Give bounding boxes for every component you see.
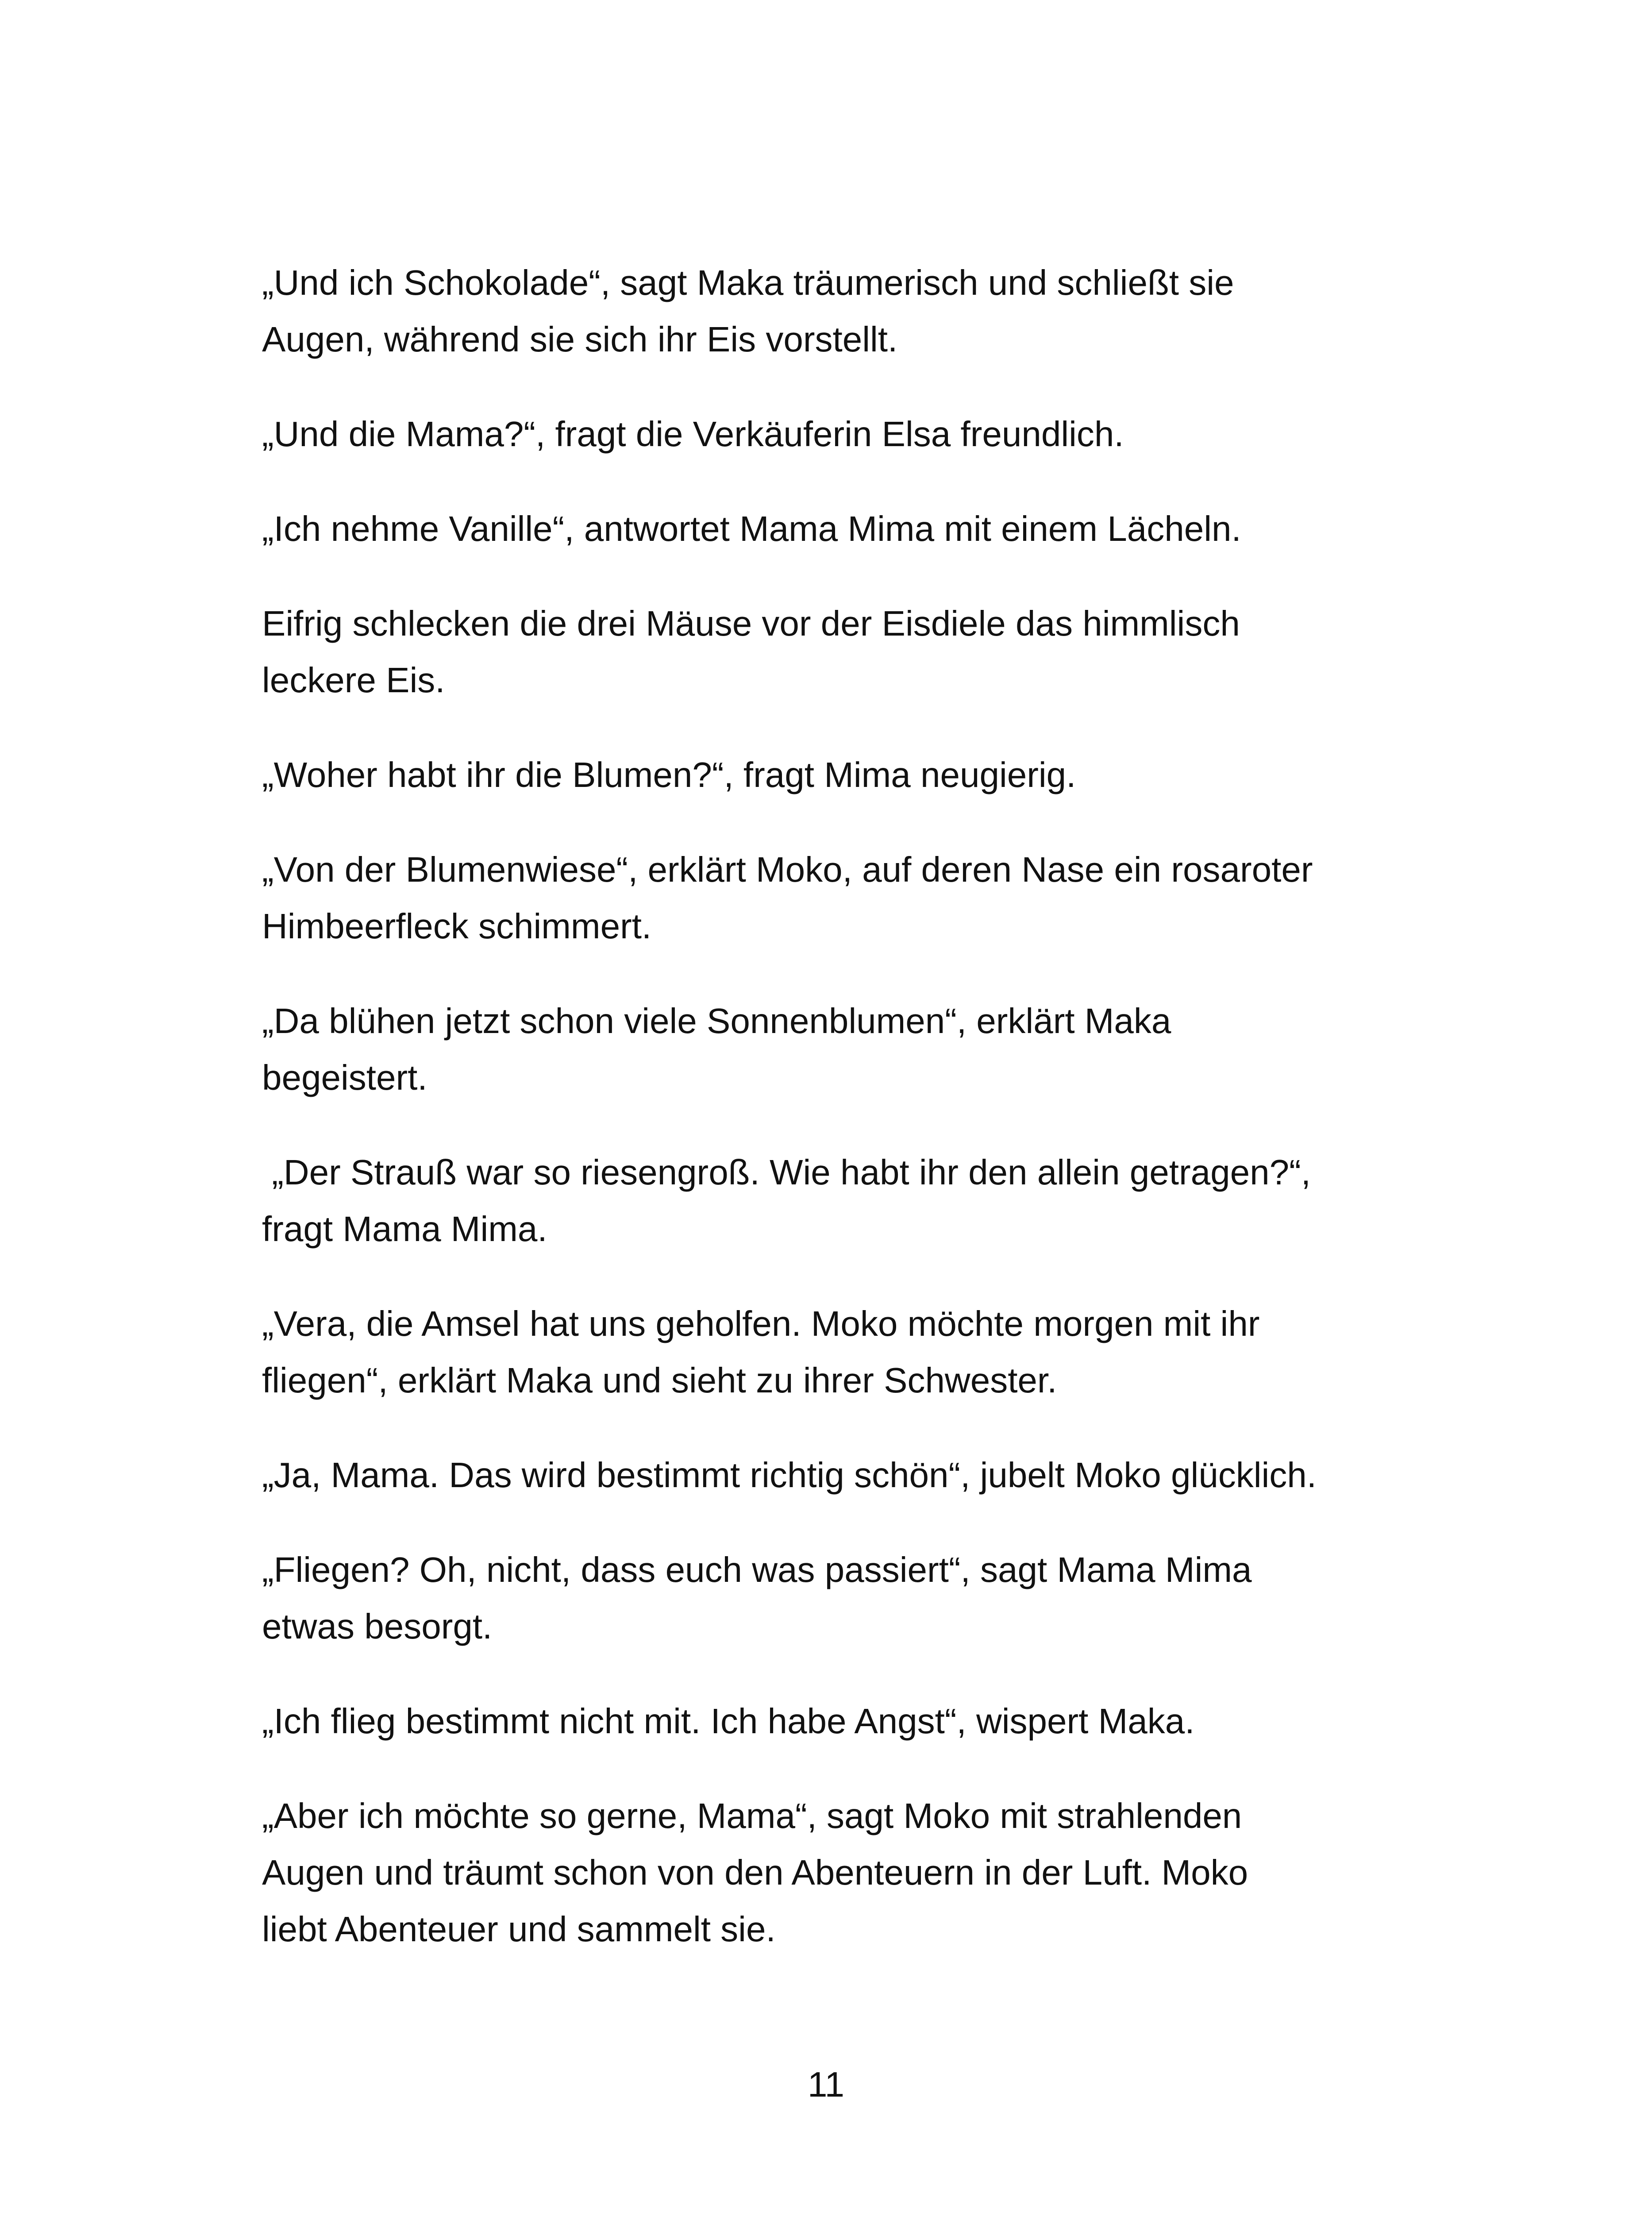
story-text — [262, 254, 1421, 1996]
paragraph-9: „Vera, die Amsel hat uns geholfen. Moko möchte morgen mit ihr fliegen“, erklärt Maka und sieht zu ihrer Schwester. — [262, 1304, 1260, 1400]
paragraph-11: „Fliegen? Oh, nicht, dass euch was passiert“, sagt Mama Mima etwas besorgt. — [262, 1550, 1252, 1646]
paragraph-13: „Aber ich möchte so gerne, Mama“, sagt Moko mit strahlenden Augen und träumt schon von den Abenteuern in der Luft. Moko liebt Abenteuer und sammelt sie. — [262, 1796, 1248, 1949]
paragraph-8: „Der Strauß war so riesengroß. Wie habt ihr den allein getragen?“, fragt Mama Mima. — [262, 1153, 1311, 1249]
paragraph-10: „Ja, Mama. Das wird bestimmt richtig schön“, jubelt Moko glücklich. — [262, 1455, 1317, 1495]
paragraph-7: „Da blühen jetzt schon viele Sonnenblumen“, erklärt Maka begeistert. — [262, 1001, 1171, 1097]
paragraph-4: Eifrig schlecken die drei Mäuse vor der Eisdiele das himmlisch leckere Eis. — [262, 604, 1240, 700]
paragraph-2: „Und die Mama?“, fragt die Verkäuferin Elsa freundlich. — [262, 414, 1124, 454]
paragraph-12: „Ich flieg bestimmt nicht mit. Ich habe Angst“, wispert Maka. — [262, 1701, 1195, 1741]
paragraph-6: „Von der Blumenwiese“, erklärt Moko, auf deren Nase ein rosaroter Himbeerfleck schimmert. — [262, 850, 1313, 946]
paragraph-3: „Ich nehme Vanille“, antwortet Mama Mima mit einem Lächeln. — [262, 509, 1241, 548]
paragraph-5: „Woher habt ihr die Blumen?“, fragt Mima neugierig. — [262, 755, 1076, 794]
paragraph-1: „Und ich Schokolade“, sagt Maka träumerisch und schließt sie Augen, während sie sich ihr Eis vorstellt. — [262, 263, 1234, 359]
page-number: 11 — [807, 2065, 845, 2104]
